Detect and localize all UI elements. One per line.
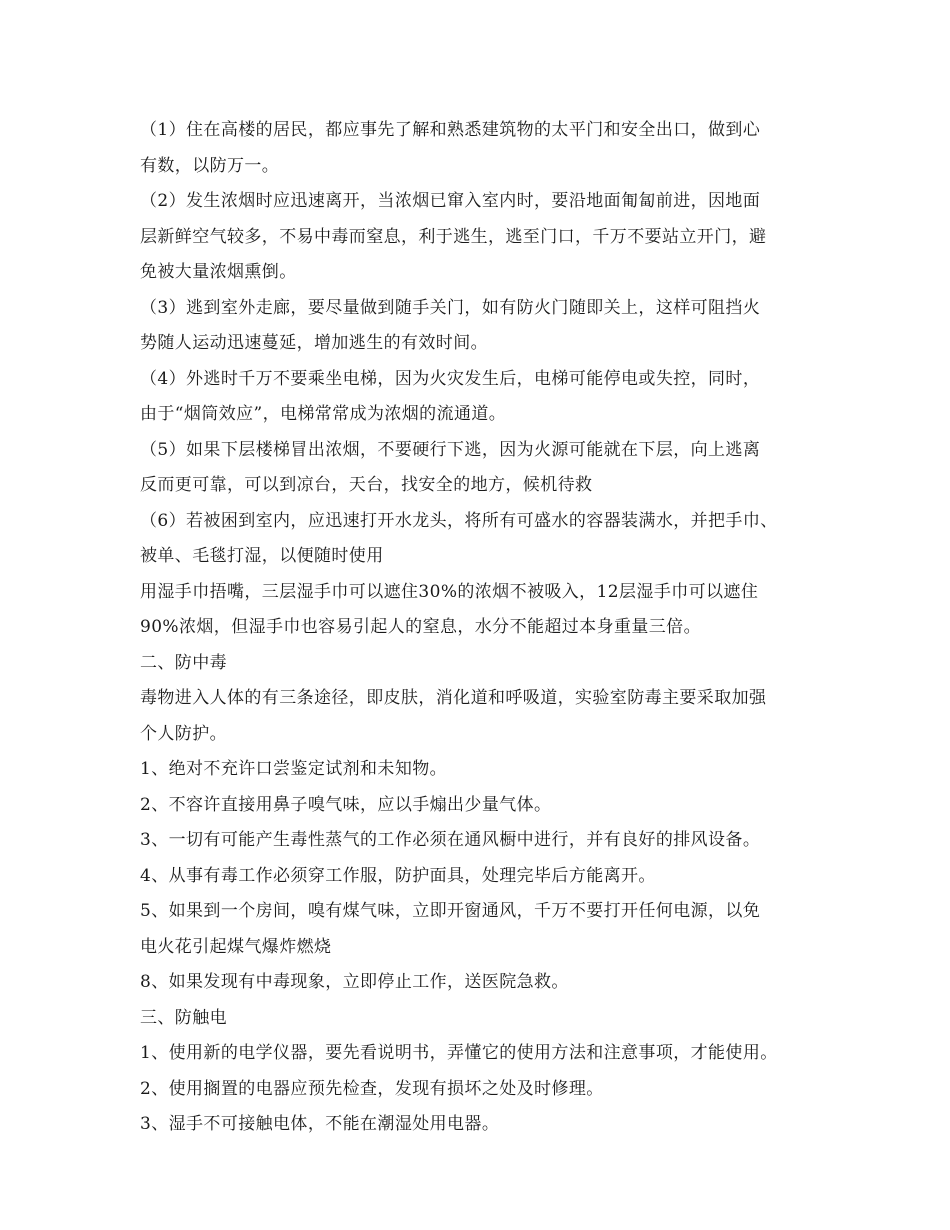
list-item: 3、一切有可能产生毒性蒸气的工作必须在通风橱中进行，并有良好的排风设备。 [140, 830, 761, 850]
text-line: 层新鲜空气较多，不易中毒而窒息，利于逃生，逃至门口，千万不要站立开门，避 [140, 226, 767, 247]
text-line: 用湿手巾捂嘴，三层湿手巾可以遮住30%的浓烟不被吸入，12层湿手巾可以遮住 [140, 581, 759, 602]
list-item: 1、绝对不充许口尝鉴定试剂和未知物。 [140, 759, 448, 779]
text-line: 个人防护。 [140, 723, 227, 744]
list-item: 8、如果发现有中毒现象，立即停止工作，送医院急救。 [140, 972, 569, 992]
text-line: （3）逃到室外走廊，要尽量做到随手关门，如有防火门随即关上，这样可阻挡火 [140, 297, 761, 318]
text-line: （6）若被困到室内，应迅速打开水龙头，将所有可盛水的容器装满水，并把手巾、 [140, 510, 778, 531]
section-heading: 二、防中毒 [140, 652, 227, 673]
list-item: 4、从事有毒工作必须穿工作服，防护面具，处理完毕后方能离开。 [140, 865, 656, 886]
text-line: 有数，以防万一。 [140, 155, 280, 176]
list-item: 2、使用搁置的电器应预先检查，发现有损坏之处及时修理。 [140, 1078, 604, 1099]
text-line: （1）住在高楼的居民，都应事先了解和熟悉建筑物的太平门和安全出口，做到心 [140, 120, 761, 140]
list-item: 3、湿手不可接触电体，不能在潮湿处用电器。 [140, 1114, 500, 1134]
text-line: 毒物进入人体的有三条途径，即皮肤，消化道和呼吸道，实验室防毒主要采取加强 [140, 688, 767, 708]
text-line: 90%浓烟，但湿手巾也容易引起人的窒息，水分不能超过本身重量三倍。 [140, 617, 701, 637]
document-body [140, 113, 830, 1143]
text-line: （5）如果下层楼梯冒出浓烟，不要硬行下逃，因为火源可能就在下层，向上逃离 [140, 439, 761, 460]
text-line: 由于“烟筒效应”，电梯常常成为浓烟的流通道。 [140, 404, 507, 424]
text-line: 反而更可靠，可以到凉台，天台，找安全的地方，候机待救 [140, 475, 593, 495]
text-line: 被单、毛毯打湿，以便随时使用 [140, 546, 384, 566]
list-item: 1、使用新的电学仪器，要先看说明书，弄懂它的使用方法和注意事项，才能使用。 [140, 1043, 778, 1063]
text-line: 势随人运动迅速蔓延，增加逃生的有效时间。 [140, 333, 488, 353]
text-line: 电火花引起煤气爆炸燃烧 [140, 936, 332, 957]
list-item: 5、如果到一个房间，嗅有煤气味，立即开窗通风，千万不要打开任何电源，以免 [140, 901, 761, 921]
section-heading: 三、防触电 [140, 1007, 227, 1028]
text-line: （2）发生浓烟时应迅速离开，当浓烟已窜入室内时，要沿地面匍匐前进，因地面 [140, 191, 761, 211]
text-line: （4）外逃时千万不要乘坐电梯，因为火灾发生后，电梯可能停电或失控，同时， [140, 368, 761, 389]
text-line: 免被大量浓烟熏倒。 [140, 262, 297, 282]
list-item: 2、不容许直接用鼻子嗅气味，应以手煽出少量气体。 [140, 794, 552, 815]
